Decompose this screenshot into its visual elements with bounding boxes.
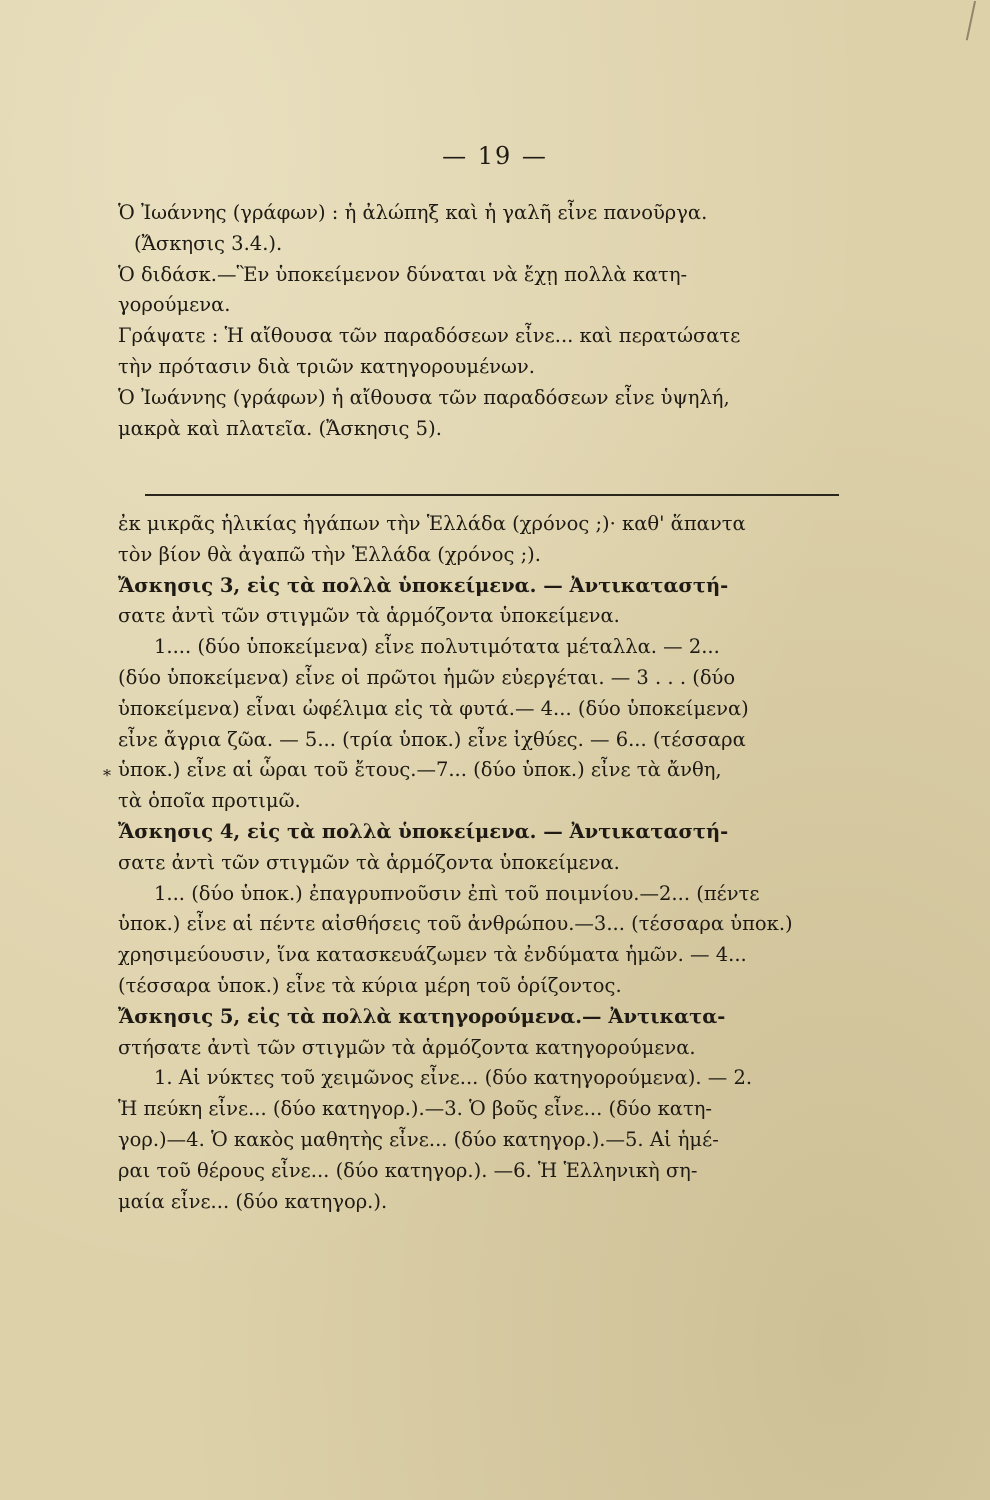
text-line: (Ἄσκησις 3.4.). [134,231,283,255]
text-line: εἶνε ἄγρια ζῶα. — 5... (τρία ὑποκ.) εἶνε ἰχθύες. — 6... (τέσσαρα [118,727,746,751]
text-line: μακρὰ καὶ πλατεῖα. (Ἄσκησις 5). [118,416,442,440]
text-line: σατε ἀντὶ τῶν στιγμῶν τὰ ἁρμόζοντα ὑποκείμενα. [118,604,620,628]
text-line: 1... (δύο ὑποκ.) ἐπαγρυπνοῦσιν ἐπὶ τοῦ ποιμνίου.—2... (πέντε [154,881,760,905]
main-section [118,509,853,1217]
text-line: ὑποκ.) εἶνε αἱ ὧραι τοῦ ἔτους.—7... (δύο ὑποκ.) εἶνε τὰ ἄνθη, [118,758,722,782]
text-line: μαία εἶνε... (δύο κατηγορ.). [118,1189,388,1213]
text-line: στήσατε ἀντὶ τῶν στιγμῶν τὰ ἁρμόζοντα κατηγορούμενα. [118,1035,696,1059]
page-edge-mark [960,0,976,40]
text-line: χρησιμεύουσιν, ἵνα κατασκευάζωμεν τὰ ἐνδύματα ἡμῶν. — 4... [118,943,747,967]
text-line: Ὁ διδάσκ.—Ἓν ὑποκείμενον δύναται νὰ ἔχῃ πολλὰ κατη- [118,262,688,286]
text-line: ὑποκείμενα) εἶναι ὠφέλιμα εἰς τὰ φυτά.— 4... (δύο ὑποκείμενα) [118,696,749,720]
text-line: τὰ ὁποῖα προτιμῶ. [118,789,301,813]
text-line: ἐκ μικρᾶς ἡλικίας ἠγάπων τὴν Ἑλλάδα (χρόνος ;)· καθ' ἅπαντα [118,512,746,535]
exercise-heading: Ἄσκησις 4, εἰς τὰ πολλὰ ὑποκείμενα. — Ἀντικαταστή- [118,819,729,843]
text-line: (τέσσαρα ὑποκ.) εἶνε τὰ κύρια μέρη τοῦ ὁρίζοντος. [118,973,622,997]
text-line: τὸν βίον θὰ ἀγαπῶ τὴν Ἑλλάδα (χρόνος ;). [118,542,541,566]
margin-mark: * [103,766,111,785]
text-line: 1.... (δύο ὑποκείμενα) εἶνε πολυτιμότατα μέταλλα. — 2... [154,635,720,659]
text-line: τὴν πρότασιν διὰ τριῶν κατηγορουμένων. [118,354,535,378]
text-line: (δύο ὑποκείμενα) εἶνε οἱ πρῶτοι ἡμῶν εὐεργέται. — 3 . . . (δύο [118,665,736,689]
exercise-heading: Ἄσκησις 5, εἰς τὰ πολλὰ κατηγορούμενα.— Ἀντικατα- [118,1004,726,1028]
text-line: Ὁ Ἰωάννης (γράφων) ἡ αἴθουσα τῶν παραδόσεων εἶνε ὑψηλή, [118,385,730,409]
section-divider [145,494,839,496]
text-line: σατε ἀντὶ τῶν στιγμῶν τὰ ἁρμόζοντα ὑποκείμενα. [118,850,620,874]
text-line: γορούμενα. [118,293,231,317]
text-line: Γράψατε : Ἡ αἴθουσα τῶν παραδόσεων εἶνε... καὶ περατώσατε [118,324,741,348]
text-line: 1. Αἱ νύκτες τοῦ χειμῶνος εἶνε... (δύο κατηγορούμενα). — 2. [154,1066,753,1090]
text-line: ραι τοῦ θέρους εἶνε... (δύο κατηγορ.). —6. Ἡ Ἑλληνικὴ ση- [118,1158,698,1182]
text-line: ὑποκ.) εἶνε αἱ πέντε αἰσθήσεις τοῦ ἀνθρώπου.—3... (τέσσαρα ὑποκ.) [118,912,793,936]
exercise-heading: Ἄσκησις 3, εἰς τὰ πολλὰ ὑποκείμενα. — Ἀντικαταστή- [118,573,729,597]
text-line: Ἡ πεύκη εἶνε... (δύο κατηγορ.).—3. Ὁ βοῦς εἶνε... (δύο κατη- [118,1097,713,1121]
page-number: — 19 — [442,142,548,170]
text-line: γορ.)—4. Ὁ κακὸς μαθητὴς εἶνε... (δύο κατηγορ.).—5. Αἱ ἡμέ- [118,1127,719,1151]
text-line: Ὁ Ἰωάννης (γράφων) : ἡ ἀλώπηξ καὶ ἡ γαλῆ εἶνε πανοῦργα. [118,201,708,224]
top-section [118,198,853,444]
